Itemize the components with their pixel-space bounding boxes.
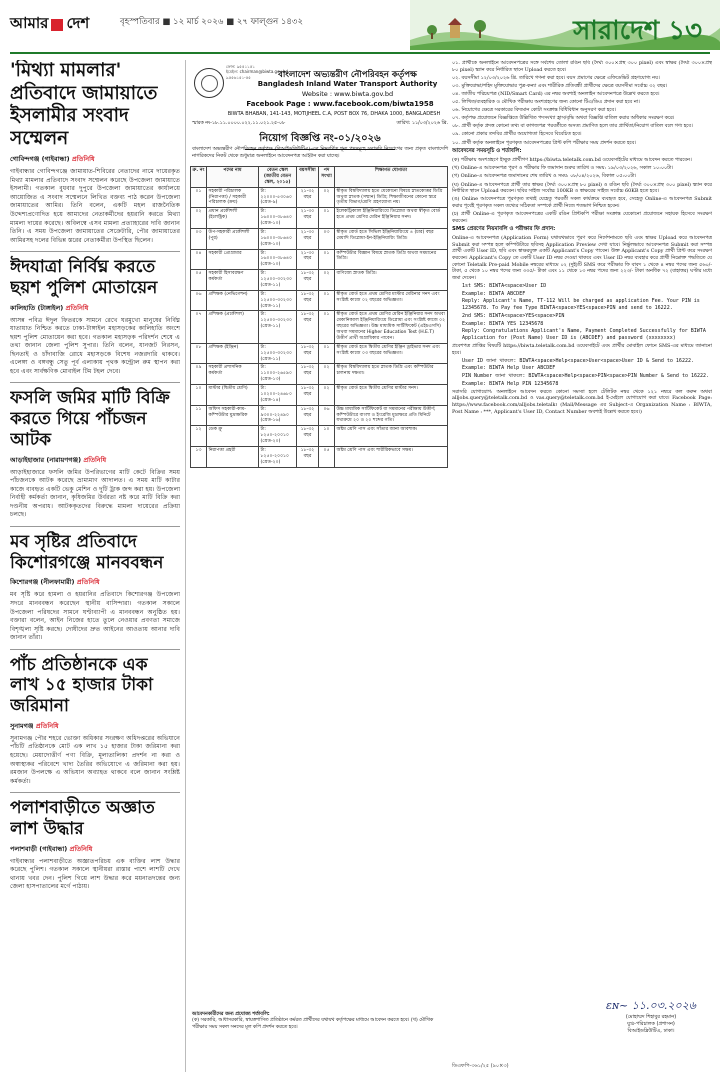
story-headline[interactable]: মব সৃষ্টির প্রতিবাদে কিশোরগঞ্জে মানববন্ধন [10,531,164,573]
cell-age-limit: ১৮-৩২ বছর [297,446,319,467]
conditions-list [452,60,712,146]
condition-item: ০৯. কোনো প্রকার তদবির প্রার্থীর অযোগ্যতা হিসেবে বিবেচিত হবে। [452,131,582,138]
story-byline [10,721,180,732]
story-byline [10,154,180,165]
cell-post-name: সহকারী হিসাবরক্ষণ কর্মকর্তা [207,270,259,291]
byline-place: গোবিন্দগঞ্জ [10,155,40,164]
cell-pay-scale: টা: ১১০০০-২৬৫৯০ (গ্রেড-১৩) [259,364,297,385]
cell-serial: ০১ [191,187,207,208]
story-headline[interactable]: ঈদযাত্রা নির্বিঘ্ন করতে ছয়শ পুলিশ মোতায়েন [10,257,158,298]
cell-qualification: অষ্টম শ্রেণি পাস এবং সাঁতার জানা আবশ্যক। [335,426,448,447]
online-instruction-item: (ঙ) Online আবেদনপত্রে পূরণকৃত তথ্যই যেহেতু পরবর্তী সকল কার্যক্রমে ব্যবহৃত হবে, সেহেতু Online-এ আবেদনপত্র Submit করার পূর্বেই পূরণকৃত সকল তথ্যের সঠিকতা সম্পর্কে প্রার্থী নিজে শতভাগ নিশ্চিত হবেন। [452,196,712,209]
cell-post-name: সহকারী প্রোগ্রামার [207,249,259,270]
notice-title: নিয়োগ বিজ্ঞপ্তি নং-০১/২০২৬ [245,131,395,150]
story-byline [10,844,180,855]
byline-place-sub: (গাইবান্ধা) [41,155,70,164]
cell-serial: ০৯ [191,364,207,385]
recovery-sms-line: Example: BIWTA Help PIN 12345678 [462,380,559,387]
col-header-post: পদের নাম [207,167,259,188]
cell-vacancy: ০২ [319,270,335,291]
brand-red-square-icon [51,19,63,31]
online-instructions-list [452,157,712,224]
help-contact[interactable]: সরাসরি যোগাযোগ: অনলাইনে আবেদন করতে কোনো সমস্যা হলে টেলিটক নম্বর থেকে ১২১ নম্বরে কল করুন অথবা alljobs.query@teletalk.com.bd ও vas.query@teletalk.com.bd ই-মেইলে যোগাযোগ করা যাবে। Facebook Page: https://www.facebook.com/alljobs.teletalk। (Mail/Message এর Subject-এ Organization Name : BIWTA, Post Name : ***, Applicant's User ID, Contact Number অবশ্যই উল্লেখ করতে হবে।) [452,388,712,415]
cell-age-limit: ১৮-৩২ বছর [297,343,319,364]
note-text: (ক) সরকারি, আধাসরকারি, স্বায়ত্তশাসিত প্রতিষ্ঠানে কর্মরত প্রার্থীদের যথাযথ কর্তৃপক্ষের মাধ্যমে আবেদন করতে হবে। (খ) মৌখিক পরীক্ষার সময় সকল সনদের মূল কপি প্রদর্শন করতে হবে। [192,1018,434,1030]
byline-place: কিশোরগঞ্জ [10,578,39,587]
condition-item: ০৪. জাতীয় পরিচয়পত্র (NID/Smart Card) এর নম্বর অবশ্যই অনলাইন আবেদনপত্রে উল্লেখ করতে হবে। [452,90,660,97]
sms-example-line: Reply: Applicant's Name, TT-112 Will be charged as application Fee. Your PIN is 12345678. To Pay fee Type BIWTA<space>YES<space>PIN and send to 16222. [462,298,700,312]
table-row [191,426,448,447]
cell-post-name: মাস্টার (দ্বিতীয় শ্রেণি) [207,385,259,406]
cell-vacancy: ০১ [319,311,335,343]
section-banner [410,0,720,50]
dfp-ad-code: ডিএফপি-৩৬১/২৫ (৯০×৩) [452,1063,509,1069]
biwta-logo-seal-icon [194,68,224,98]
recruitment-advertisement [190,60,712,1075]
story-body: গাইবান্ধার গোবিন্দগঞ্জে জামায়াত-শিবিরের নেতাদের নামে দায়েরকৃত মিথ্যা মামলার প্রতিবাদে সংবাদ সম্মেলন করেছে উপজেলা জামায়াতে ইসলামী। গতকাল বুধবার দুপুরে উপজেলা জামায়াতের কার্যালয়ে আয়োজিত এ সংবাদ সম্মেলনে লিখিত বক্তব্য পাঠ করেন উপজেলা জামায়াতের আমির। তিনি বলেন, একটি মহল রাজনৈতিক উদ্দেশ্যপ্রণোদিত হয়ে আমাদের নেতাকর্মীদের হয়রানি করতে মিথ্যা মামলা দায়ের করেছে। অবিলম্বে এসব মামলা প্রত্যাহারের দাবি জানান তিনি। এ সময় উপজেলা জামায়াতের সেক্রেটারি, পৌর জামায়াতের আমিরসহ দলের বিভিন্ন স্তরের নেতাকর্মীরা উপস্থিত ছিলেন। [10,168,180,244]
cell-pay-scale: টা: ১২৫০০-৩০২৩০ (গ্রেড-১১) [259,270,297,291]
cell-serial: ১১ [191,405,207,426]
cell-qualification: স্বীকৃত বিশ্ববিদ্যালয় হতে স্নাতক ডিগ্রি এবং কম্পিউটার চালনায় দক্ষতা। [335,364,448,385]
table-row [191,405,448,426]
news-story [10,532,180,643]
cell-pay-scale: টা: ১২৫০০-৩০২৩০ (গ্রেড-১১) [259,290,297,311]
story-body: আসন্ন পবিত্র ঈদুল ফিতরকে সামনে রেখে ঘরমুখো মানুষের নির্বিঘ্ন যাতায়াত নিশ্চিত করতে ঢাকা-টাঙ্গাইল মহাসড়কের কালিহাতি অংশে ছয়শ পুলিশ মোতায়েন করা হবে। গতকাল মহাসড়ক পরিদর্শন শেষে এ তথ্য জানান জেলা পুলিশ সুপার। তিনি বলেন, যানজট নিরসন, ছিনতাই ও চাঁদাবাজি রোধে মহাসড়কে বিশেষ নজরদারি থাকবে। এলেঙ্গা ও বঙ্গবন্ধু সেতু পূর্ব এলাকায় পৃথক কন্ট্রোল রুম স্থাপন করা হবে এবং সার্বক্ষণিক মোবাইল টিম টহল দেবে। [10,316,180,375]
memo-number: স্মারক নং-১৮.১১.০০০০.০২২.১১.০২১.২৫-০৮ [192,121,286,126]
recovery-sms-line: PIN Number জানা থাকলে: BIWTA<space>Help<space>PIN<space>PIN Number & Send to 16222. [462,373,710,380]
byline-tag: প্রতিনিধি [83,455,107,464]
applicant-note [192,1012,448,1031]
cell-pay-scale: টা: ৯৩০০-২২৪৯০ (গ্রেড-১৬) [259,405,297,426]
byline-tag: প্রতিনিধি [76,578,100,587]
cell-qualification: উচ্চ মাধ্যমিক সার্টিফিকেট বা সমমানের পরীক্ষায় উত্তীর্ণ; কম্পিউটারে বাংলা ও ইংরেজি মুদ্রাক্ষরে প্রতি মিনিটে যথাক্রমে ২০ ও ২০ শব্দের গতি। [335,405,448,426]
story-body: গাইবান্ধার পলাশবাড়ীতে অজ্ঞাতপরিচয় এক ব্যক্তির লাশ উদ্ধার করেছে পুলিশ। গতকাল সকালে স্থানীয়রা রাস্তার পাশে লাশটি দেখে থানায় খবর দেন। পুলিশ গিয়ে লাশ উদ্ধার করে ময়নাতদন্তের জন্য জেলা হাসপাতালের মর্গে পাঠায়। [10,857,180,891]
online-instruction-item: (ক) পরীক্ষায় অংশগ্রহণে ইচ্ছুক প্রার্থীগণ https://biwta.teletalk.com.bd ওয়েবসাইটের মাধ্যমে আবেদন করতে পারবেন। [452,157,692,164]
cell-post-name: প্রশিক্ষক (প্রকৌশল) [207,311,259,343]
cell-vacancy: ০১ [319,290,335,311]
cell-age-limit: ২১-৩০ বছর [297,208,319,229]
online-instruction-item: (ঘ) Online-এ আবেদনপত্রে প্রার্থী তার স্বাক্ষর (দৈর্ঘ্য ৩০০×প্রস্থ ৮০ pixel) ও রঙিন ছবি (দৈর্ঘ্য ৩০০×প্রস্থ ৩০০ pixel) স্ক্যান করে নির্ধারিত স্থানে Upload করবেন। ছবির সাইজ সর্বোচ্চ 100KB ও স্বাক্ষরের সাইজ সর্বোচ্চ 60KB হতে হবে। [452,181,712,195]
note-heading: আবেদনকারীদের জন্য প্রযোজ্য শর্তাবলি: [192,1012,270,1017]
recovery-sms-line: Example: BIWTA Help User ABCDEF [462,365,556,372]
cell-qualification: স্বীকৃত বোর্ড হতে প্রথম শ্রেণির মাস্টার মেরিনার সনদ এবং সংশ্লিষ্ট কাজে ০২ বছরের অভিজ্ঞতা। [335,290,448,311]
cell-post-name: অফিস সহকারী-কাম-কম্পিউটার মুদ্রাক্ষরিক [207,405,259,426]
col-header-age: বয়সসীমা [297,167,319,188]
online-section-heading: আবেদনের সময়সূচি ও শর্তাবলি: [452,148,522,155]
condition-item: ০৩. মুক্তিযোদ্ধা/শহিদ মুক্তিযোদ্ধার পুত্র-কন্যা এবং শারীরিক প্রতিবন্ধী প্রার্থীদের ক্ষেত্রে বয়সসীমা সর্বোচ্চ ৩২ বছর। [452,82,668,89]
admit-card-note: প্রবেশপত্র প্রাপ্তির বিষয়টি https://biwta.teletalk.com.bd ওয়েবসাইটে এবং প্রার্থীর মোবাইল ফোনে SMS-এর মাধ্যমে জানানো হবে। [452,342,712,356]
cell-serial: ০৮ [191,343,207,364]
byline-tag: প্রতিনিধি [69,844,93,853]
cell-serial: ০৬ [191,290,207,311]
news-story [10,60,180,245]
cell-vacancy: ০৩ [319,228,335,249]
story-headline[interactable]: 'মিথ্যা মামলার' প্রতিবাদে জামায়াতে ইসলামীর সংবাদ সম্মেলন [10,60,158,149]
dateline: বৃহস্পতিবার ■ ১২ মার্চ ২০২৬ ■ ২৭ ফাল্গুন ১৪৩২ [120,17,303,27]
cell-vacancy: ০২ [319,187,335,208]
vacancy-table-body [191,187,448,467]
section-title: সারাদেশ ১৩ [573,16,702,46]
cell-pay-scale: টা: ৮২৫০-২০০১০ (গ্রেড-২০) [259,426,297,447]
cell-qualification: স্বীকৃত বোর্ড হতে দ্বিতীয় শ্রেণির ইঞ্জিন ড্রাইভার সনদ এবং সংশ্লিষ্ট কাজে ০৩ বছরের অভিজ্ঞতা। [335,343,448,364]
sms-intro: Online-এ আবেদনপত্র (Application Form) যথাযথভাবে পূরণ করে নির্দেশনামতে ছবি এবং স্বাক্ষর Upload করে আবেদনপত্র Submit করা সম্পন্ন হলে কম্পিউটারে ছবিসহ Application Preview দেখা যাবে। নির্ভুলভাবে আবেদনপত্র Submit করা সম্পন্ন প্রার্থী একটি User ID, ছবি এবং স্বাক্ষরযুক্ত একটি Applicant's Copy পাবেন। উক্ত Applicant's Copy প্রার্থী প্রিন্ট করে সংরক্ষণ করবেন। Applicant's Copy তে একটি User ID নম্বর দেওয়া থাকবে এবং User ID নম্বর ব্যবহার করে প্রার্থী নিম্নোক্ত পদ্ধতিতে যে কোনো Teletalk Pre-paid Mobile নম্বরের মাধ্যমে ০২ (দুই)টি SMS করে পরীক্ষার ফি বাবদ ১ থেকে ৪ নম্বর পদের জন্য ৫৬০/- টাকা, ৫ থেকে ১০ নম্বর পদের জন্য ৩৩৫/- টাকা এবং ১১ থেকে ১৩ নম্বর পদের জন্য ২২৩/- টাকা অনধিক ৭২ (বাহাত্তর) ঘণ্টার মধ্যে জমা দেবেন। [452,235,712,281]
brand-text-left: আমার [10,14,49,32]
condition-item: ০২. বয়সসীমা ১২/০৩/২০২৬ খ্রি. তারিখে গণনা করা হবে। বয়স প্রমাণের ক্ষেত্রে এফিডেভিট গ্রহণযোগ্য নয়। [452,74,660,81]
cell-serial: ০৪ [191,249,207,270]
story-headline[interactable]: ফসলি জমির মাটি বিক্রি করতে গিয়ে পাঁচজন আটক [10,388,170,450]
sms-example-line: 2nd SMS: BIWTA<space>YES<space>PIN [462,312,565,319]
memo-line [192,120,448,128]
story-divider [10,382,180,383]
meta-line: ইমেইল: chairman@biwta.gov.bd [226,69,288,75]
cell-post-name: নিরাপত্তা প্রহরী [207,446,259,467]
condition-item: ০৮. প্রার্থী কর্তৃক প্রদত্ত কোনো তথ্য বা কাগজপত্র পরবর্তীতে অসত্য প্রমাণিত হলে তার প্রার্থিতা/নিয়োগ বাতিল বলে গণ্য হবে। [452,123,693,130]
news-story [10,798,180,892]
cell-vacancy: ০১ [319,208,335,229]
cell-post-name: প্রধান প্রকৌশলী (ইলেক্ট্রিক) [207,208,259,229]
cell-serial: ০৭ [191,311,207,343]
story-body: সুনামগঞ্জ পৌর শহরে ভোক্তা অধিকার সংরক্ষণ অধিদপ্তরের অভিযানে পাঁচটি প্রতিষ্ঠানকে মোট এক লাখ ১৫ হাজার টাকা জরিমানা করা হয়েছে। মেয়াদোত্তীর্ণ পণ্য বিক্রি, মূল্যতালিকা প্রদর্শন না করা ও অস্বাস্থ্যকর পরিবেশে খাদ্য তৈরির অভিযোগে এ জরিমানা করা হয়। রমজান উপলক্ষে এ অভিযান অব্যাহত থাকবে বলে জানান সংশ্লিষ্ট কর্মকর্তা। [10,734,180,785]
story-byline [10,303,180,314]
sms-section-heading: SMS প্রেরণের নিয়মাবলি ও পরীক্ষার ফি প্রদান: [452,226,556,233]
org-address: BIWTA BHABAN, 141-143, MOTIJHEEL C.A, POST BOX 76, DHAKA 1000, BANGLADESH [227,111,441,117]
cell-post-name: উপ-সহকারী প্রকৌশলী (পুর) [207,228,259,249]
handwritten-signature: ɛɴ~ ১১.০৩.২০২৬ [606,999,696,1012]
table-row [191,187,448,208]
cell-qualification: কম্পিউটার বিজ্ঞান বিষয়ে স্নাতক ডিগ্রি অথবা সমমানের ডিগ্রি। [335,249,448,270]
story-byline [10,455,180,466]
cell-qualification: ইলেকট্রিক্যাল ইঞ্জিনিয়ারিংয়ে ডিপ্লোমা অথবা স্বীকৃত বোর্ড হতে প্রথম শ্রেণির মেরিন ইঞ্জিনিয়ার সনদ। [335,208,448,229]
cell-pay-scale: টা: ১৬০০০-৩৮৬৪০ (গ্রেড-১০) [259,249,297,270]
sms-example-line: 1st SMS: BIWTA<space>User ID [462,282,547,289]
cell-serial: ১২ [191,426,207,447]
org-name-bangla: বাংলাদেশ অভ্যন্তরীণ নৌপরিবহন কর্তৃপক্ষ [278,70,417,80]
col-header-serial: ক্র. নং [191,167,207,188]
byline-place-sub: (টাঙ্গাইল) [37,303,64,312]
byline-place: সুনামগঞ্জ [10,721,34,730]
cell-vacancy: ০১ [319,249,335,270]
org-name-english: Bangladesh Inland Water Transport Authority [257,80,438,88]
sms-example-line: Example: BIWTA YES 12345678 [462,320,544,327]
cell-qualification: স্বীকৃত বোর্ড হতে দ্বিতীয় শ্রেণির মাস্টার সনদ। [335,385,448,406]
ad-right-half [452,60,712,1075]
byline-tag: প্রতিনিধি [35,721,59,730]
cell-qualification: অষ্টম শ্রেণি পাস এবং শারীরিকভাবে সক্ষম। [335,446,448,467]
byline-tag: প্রতিনিধি [65,303,89,312]
cell-age-limit: ১৮-৩২ বছর [297,405,319,426]
byline-place: আড়াইহাজার [10,455,45,464]
newspaper-brand [10,12,89,37]
cell-pay-scale: টা: ১২৫০০-৩০২৩০ (গ্রেড-১১) [259,311,297,343]
col-header-pay: বেতন স্কেল (জাতীয় বেতন স্কেল, ২০১৫) [259,167,297,188]
meta-line: ৯৫৫৬১৫১-৫৫ [226,74,251,80]
news-story [10,388,180,519]
online-instruction-item: (গ) Online-এ আবেদনপত্র জমাদানের শেষ তারিখ ও সময়: ০৮/০৪/২০২৬, বিকাল ০৫:০০টা। [452,173,637,180]
online-instruction-item: (চ) প্রার্থী Online-এ পূরণকৃত আবেদনপত্রের একটি রঙিন প্রিন্টকপি পরীক্ষা সংক্রান্ত যেকোনো প্রয়োজনে সহায়ক হিসেবে সংরক্ষণ করবেন। [452,210,712,224]
cell-pay-scale: টা: ২২০০০-৫৩০৬০ (গ্রেড-৯) [259,187,297,208]
cell-vacancy: ০১ [319,343,335,364]
brand-text-right: দেশ [66,14,90,32]
cell-age-limit: ১৮-৩২ বছর [297,385,319,406]
cell-age-limit: ১৮-৩২ বছর [297,311,319,343]
sms-example-line: Reply: Congratulations Applicant's Name, Payment Completed Successfully for BIWTA Application for (Post Name) User ID is (ABCDEF) and password (xxxxxxxx) [462,328,706,342]
org-website-link[interactable]: Website : www.biwta.gov.bd [301,90,394,98]
org-facebook-link[interactable]: Facebook Page : www.facebook.com/biwta1958 [246,100,434,108]
cell-post-name: সহকারী পরিচালক (নিরাপত্তা) / সহকারী পরিচালক (ক্রয়) [207,187,259,208]
cell-qualification: স্বীকৃত বোর্ড হতে সিভিল ইঞ্জিনিয়ারিংয়ে ৪ (চার) বছর মেয়াদি ডিপ্লোমা-ইন-ইঞ্জিনিয়ারিং ডিগ্রি। [335,228,448,249]
col-header-vacancy: পদ সংখ্যা [319,167,335,188]
condition-item: ০৫. লিখিত/ব্যবহারিক ও মৌখিক পরীক্ষায় অংশগ্রহণের জন্য কোনো টিএ/ডিএ প্রদান করা হবে না। [452,99,640,106]
condition-item: ০৭. কর্তৃপক্ষ প্রয়োজনে বিজ্ঞপ্তিতে উল্লিখিত পদসংখ্যা হ্রাস/বৃদ্ধি অথবা বিজ্ঞপ্তি বাতিল করার অধিকার সংরক্ষণ করে। [452,115,675,122]
cell-post-name: প্রশিক্ষক (নেভিগেশন) [207,290,259,311]
col-header-qualification: শিক্ষাগত যোগ্যতা [335,167,448,188]
story-divider [10,526,180,527]
cell-qualification: বাণিজ্যে স্নাতক ডিগ্রি। [335,270,448,291]
cell-post-name: ডেক ক্রু [207,426,259,447]
table-header-row [191,167,448,188]
cell-serial: ১৩ [191,446,207,467]
byline-place: কালিহাতি [10,303,36,312]
cell-pay-scale: টা: ১২৫০০-৩০২৩০ (গ্রেড-১১) [259,343,297,364]
story-byline [10,577,180,588]
sms-examples [452,283,712,342]
table-row [191,270,448,291]
story-body: মব সৃষ্টি করে হামলা ও হয়রানির প্রতিবাদে কিশোরগঞ্জ উপজেলা সদরে মানববন্ধন করেছেন স্থানীয় বাসিন্দারা। গতকাল সকালে উপজেলা পরিষদের সামনে ঘণ্টাব্যাপী এ মানববন্ধন অনুষ্ঠিত হয়। বক্তারা বলেন, আইন নিজের হাতে তুলে নেওয়ার প্রবণতা সমাজে বিশৃঙ্খলা সৃষ্টি করছে। দোষীদের দ্রুত আইনের আওতায় আনার দাবি জানান তাঁরা। [10,591,180,642]
cell-vacancy: ১০ [319,426,335,447]
cell-serial: ০৩ [191,228,207,249]
cell-age-limit: ১৮-৩২ বছর [297,364,319,385]
cell-age-limit: ১৮-৩২ বছর [297,290,319,311]
cell-serial: ০২ [191,208,207,229]
condition-item: ০৬. নিয়োগের ক্ষেত্রে সরকারের বিদ্যমান কোটা সংক্রান্ত বিধিবিধান অনুসরণ করা হবে। [452,107,616,114]
table-row [191,343,448,364]
condition-item: ১০. প্রার্থী কর্তৃক অনলাইনে পূরণকৃত আবেদনপত্রের প্রিন্ট কপি পরীক্ষার সময় প্রদর্শন করতে হবে। [452,139,636,146]
table-row [191,385,448,406]
cell-post-name: সহকারী প্রশাসনিক কর্মকর্তা [207,364,259,385]
signatory-designation: যুগ্ম-পরিচালক (প্রশাসন) [627,1021,675,1028]
news-story [10,257,180,376]
cell-age-limit: ২১-৩০ বছর [297,249,319,270]
header-divider [10,52,710,54]
notice-intro: বাংলাদেশ অভ্যন্তরীণ নৌপরিবহন কর্তৃপক্ষ (বিআইডব্লিউটিএ)-এর নিম্নবর্ণিত শূন্য পদসমূহে সরাসরি নিয়োগের জন্য প্রকৃত বাংলাদেশি নাগরিকদের নিকট থেকে শুধুমাত্র অনলাইনে আবেদনপত্র আহ্বান করা যাচ্ছে। [192,146,448,159]
cell-vacancy: ০২ [319,364,335,385]
signatory-org: বিআইডব্লিউটিএ, ঢাকা। [627,1028,675,1035]
cell-age-limit: ১৮-৩২ বছর [297,270,319,291]
column-divider [185,60,186,1072]
table-row [191,228,448,249]
byline-place: পলাশবাড়ী [10,844,37,853]
table-row [191,208,448,229]
story-divider [10,792,180,793]
story-divider [10,649,180,650]
meta-line: ফোন: ৯৫৫১১৫১ [226,64,255,69]
byline-place-sub: (গাইবান্ধা) [39,844,68,853]
cell-pay-scale: টা: ৮২৫০-২০০১০ (গ্রেড-২০) [259,446,297,467]
news-story [10,655,180,786]
cell-serial: ০৫ [191,270,207,291]
cell-pay-scale: টা: ১৬০০০-৩৮৬৪০ (গ্রেড-১০) [259,228,297,249]
cell-age-limit: ১৮-৩২ বছর [297,426,319,447]
recovery-sms-examples [452,358,712,388]
cell-vacancy: ০৫ [319,446,335,467]
signature-block [596,998,706,1036]
story-body: আড়াইহাজারে ফসলি জমির উপরিভাগের মাটি কেটে বিক্রির সময় পাঁচজনকে আটক করেছে ভ্রাম্যমাণ আদালত। এ সময় মাটি কাটার কাজে ব্যবহৃত একটি ভেকু মেশিন ও দুটি ট্রাক জব্দ করা হয়। উপজেলা নির্বাহী কর্মকর্তা জানান, কৃষিজমির উর্বরতা নষ্ট করে মাটি বিক্রি করা দণ্ডনীয় অপরাধ। আটককৃতদের বিরুদ্ধে মামলা দায়েরের প্রক্রিয়া চলছে। [10,468,180,519]
cell-age-limit: ২১-৩২ বছর [297,187,319,208]
story-divider [10,251,180,252]
online-instruction-item: (খ) Online-এ আবেদনপত্র পূরণ ও পরীক্ষার ফি জমাদান শুরুর তারিখ ও সময়: ১৯/০৩/২০২৬, সকাল ১০:০০টা। [452,165,674,172]
page-header [0,0,720,58]
cell-pay-scale: টা: ১০২০০-২৪৬৮০ (গ্রেড-১৪) [259,385,297,406]
story-headline[interactable]: পলাশবাড়ীতে অজ্ঞাত লাশ উদ্ধার [10,798,155,839]
sms-example-line: Example: BIWTA ABCDEF [462,290,526,297]
cell-serial: ১০ [191,385,207,406]
condition-item: ০১. প্রার্থীকে অনলাইনে আবেদনপত্রের সঙ্গে সর্বশেষ তোলা রঙিন ছবি (দৈর্ঘ্য ৩০০×প্রস্থ ৩০০ pixel) এবং স্বাক্ষর (দৈর্ঘ্য ৩০০×প্রস্থ ৮০ pixel) স্ক্যান করে নির্ধারিত স্থানে Upload করতে হবে। [452,60,712,73]
news-column [10,60,180,1072]
table-row [191,364,448,385]
memo-date: তারিখ: ১১/০৩/২০২৬ খ্রি. [396,121,448,126]
table-row [191,249,448,270]
story-headline[interactable]: পাঁচ প্রতিষ্ঠানকে এক লাখ ১৫ হাজার টাকা জরিমানা [10,654,153,717]
cell-post-name: প্রশিক্ষক (ইঞ্জিন) [207,343,259,364]
ad-left-half [190,60,448,1075]
recovery-sms-line: User ID জানা থাকলে: BIWTA<space>Help<space>User<space>User ID & Send to 16222. [462,357,694,364]
cell-pay-scale: টা: ১৬০০০-৩৮৬৪০ (গ্রেড-১০) [259,208,297,229]
cell-age-limit: ২১-৩০ বছর [297,228,319,249]
table-row [191,446,448,467]
table-row [191,311,448,343]
byline-place-sub: (নীলফামারী) [40,578,75,587]
signatory-name: (মোহাম্মদ শিহাবুর রহমান) [625,1013,677,1020]
table-row [191,290,448,311]
cell-qualification: স্বীকৃত বিশ্ববিদ্যালয় হতে যেকোনো বিষয়ে স্নাতকোত্তর ডিগ্রি অথবা স্নাতক (সম্মান) ডিগ্রি; শিক্ষাজীবনের কোনো স্তরে তৃতীয় বিভাগ/শ্রেণি গ্রহণযোগ্য নয়। [335,187,448,208]
cell-vacancy: ০২ [319,385,335,406]
byline-place-sub: (নারায়ণগঞ্জ) [46,455,82,464]
cell-vacancy: ০৬ [319,405,335,426]
cell-qualification: স্বীকৃত বোর্ড হতে প্রথম শ্রেণির মেরিন ইঞ্জিনিয়ার সনদ অথবা মেকানিক্যাল ইঞ্জিনিয়ারিংয়ে ডিপ্লোমা এবং সংশ্লিষ্ট কাজে ০২ বছরের অভিজ্ঞতা। উচ্চ মাধ্যমিক সার্টিফিকেট (এইচএসসি) অথবা সমমানের Higher Education Test (H.E.T) উত্তীর্ণ প্রার্থী অগ্রাধিকার পাবেন। [335,311,448,343]
byline-tag: প্রতিনিধি [71,155,95,164]
vacancy-table [190,166,448,468]
